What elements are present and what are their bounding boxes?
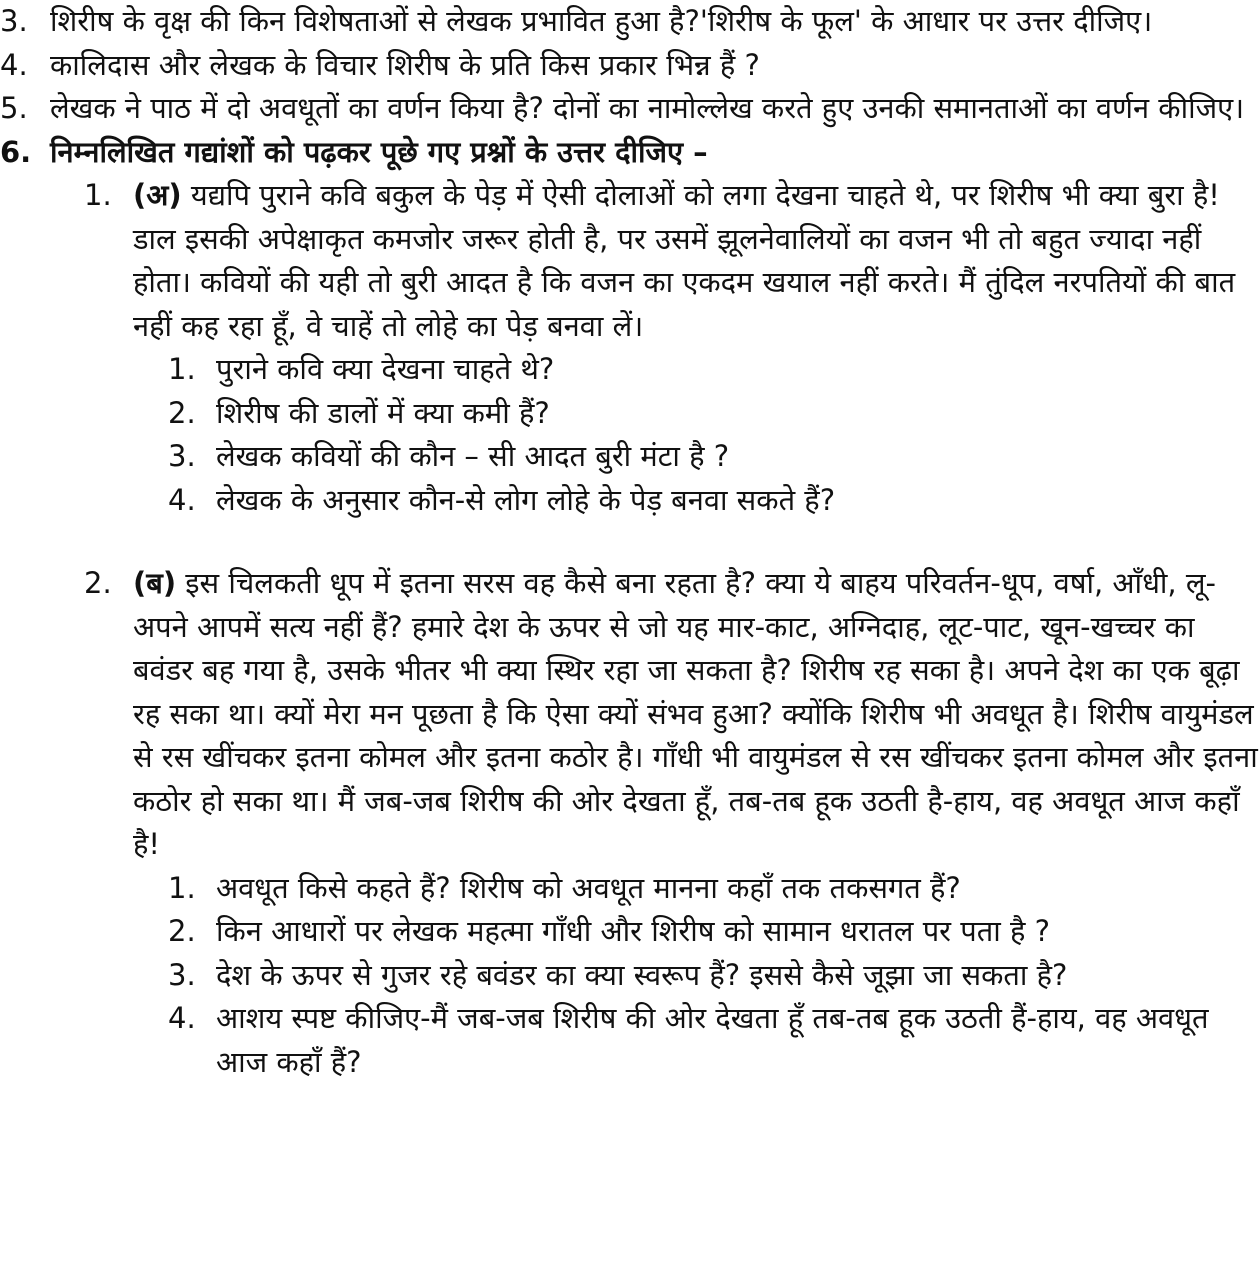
subquestion-number: 3.	[168, 957, 196, 992]
passage-text-block	[133, 562, 1259, 867]
passage-b-subquestion-4	[0, 997, 1259, 1084]
question-text: कालिदास और लेखक के विचार शिरीष के प्रति किस प्रकार भिन्न हैं ?	[50, 47, 760, 82]
subquestion-text: लेखक कवियों की कौन – सी आदत बुरी मंटा है ?	[216, 439, 730, 473]
passage-a-subquestion-4	[0, 479, 1259, 523]
question-number: 4.	[0, 47, 28, 82]
question-4	[0, 44, 1259, 88]
passage-text-block	[133, 174, 1259, 348]
passage-label: (ब)	[133, 566, 177, 600]
passage-number: 2.	[84, 566, 112, 600]
subquestion-text: अवधूत किसे कहते हैं? शिरीष को अवधूत मानना कहाँ तक तकसगत हैं?	[216, 870, 961, 905]
passage-a	[0, 174, 1259, 348]
passage-label: (अ)	[133, 178, 182, 212]
passage-a-subquestion-3	[0, 435, 1259, 479]
question-6	[0, 131, 1259, 175]
subquestion-text: देश के ऊपर से गुजर रहे बवंडर का क्या स्वरूप हैं? इससे कैसे जूझा जा सकता है?	[216, 957, 1068, 992]
subquestion-text: आशय स्पष्ट कीजिए-मैं जब-जब शिरीष की ओर देखता हूँ तब-तब हूक उठती हैं-हाय, वह अवधूत आज कहाँ हैं?	[216, 1001, 1209, 1079]
question-3	[0, 0, 1259, 44]
subquestion-number: 4.	[168, 482, 196, 517]
subquestion-number: 2.	[168, 914, 196, 948]
passage-b-subquestion-1	[0, 867, 1259, 911]
passage-number: 1.	[84, 178, 112, 212]
question-text: शिरीष के वृक्ष की किन विशेषताओं से लेखक प्रभावित हुआ है?'शिरीष के फूल' के आधार पर उत्तर दीजिए।	[50, 4, 1153, 38]
passage-b-subquestion-2	[0, 910, 1259, 954]
passage-a-subquestion-2	[0, 392, 1259, 436]
subquestion-number: 4.	[168, 1001, 196, 1035]
subquestion-number: 1.	[168, 352, 196, 386]
question-number: 5.	[0, 91, 28, 125]
question-5	[0, 87, 1259, 131]
passage-text: इस चिलकती धूप में इतना सरस वह कैसे बना रहता है? क्या ये बाहय परिवर्तन-धूप, वर्षा, आँधी, लू-अपने आपमें सत्य नहीं हैं? हमारे देश के ऊपर से जो यह मार-काट, अग्निदाह, लूट-पाट, खून-खच्चर का बवंडर बह गया है, उसके भीतर भी क्या स्थिर रहा जा सकता है? शिरीष रह सका है। अपने देश का एक बूढ़ा रह सका था। क्यों मेरा मन पूछता है कि ऐसा क्यों संभव हुआ? क्योंकि शिरीष भी अवधूत है। शिरीष वायुमंडल से रस खींचकर इतना कोमल और इतना कठोर है। गाँधी भी वायुमंडल से रस खींचकर इतना कोमल और इतना कठोर हो सका था। मैं जब-जब शिरीष की ओर देखता हूँ, तब-तब हूक उठती है-हाय, वह अवधूत आज कहाँ है!	[133, 566, 1258, 861]
passage-a-subquestion-1	[0, 348, 1259, 392]
spacer	[0, 522, 1259, 562]
subquestion-text: किन आधारों पर लेखक महत्मा गाँधी और शिरीष को सामान धरातल पर पता है ?	[216, 914, 1050, 948]
question-text: लेखक ने पाठ में दो अवधूतों का वर्णन किया है? दोनों का नामोल्लेख करते हुए उनकी समानताओं का वर्णन कीजिए।	[50, 91, 1245, 125]
subquestion-text: पुराने कवि क्या देखना चाहते थे?	[216, 352, 555, 386]
question-number: 3.	[0, 4, 28, 38]
passage-b	[0, 562, 1259, 867]
question-number: 6.	[0, 134, 32, 169]
question-text: निम्नलिखित गद्यांशों को पढ़कर पूछे गए प्रश्नों के उत्तर दीजिए –	[50, 134, 708, 169]
subquestion-text: लेखक के अनुसार कौन-से लोग लोहे के पेड़ बनवा सकते हैं?	[216, 482, 836, 517]
subquestion-text: शिरीष की डालों में क्या कमी हैं?	[216, 395, 550, 430]
passage-text: यद्यपि पुराने कवि बकुल के पेड़ में ऐसी दोलाओं को लगा देखना चाहते थे, पर शिरीष भी क्या बुरा है! डाल इसकी अपेक्षाकृत कमजोर जरूर होती है, पर उसमें झूलनेवालियों का वजन भी तो बहुत ज्यादा नहीं होता। कवियों की यही तो बुरी आदत है कि वजन का एकदम खयाल नहीं करते। मैं तुंदिल नरपतियों की बात नहीं कह रहा हूँ, वे चाहें तो लोहे का पेड़ बनवा लें।	[133, 178, 1236, 343]
passage-b-subquestion-3	[0, 954, 1259, 998]
subquestion-number: 1.	[168, 870, 196, 905]
subquestion-number: 2.	[168, 395, 196, 430]
subquestion-number: 3.	[168, 439, 196, 473]
